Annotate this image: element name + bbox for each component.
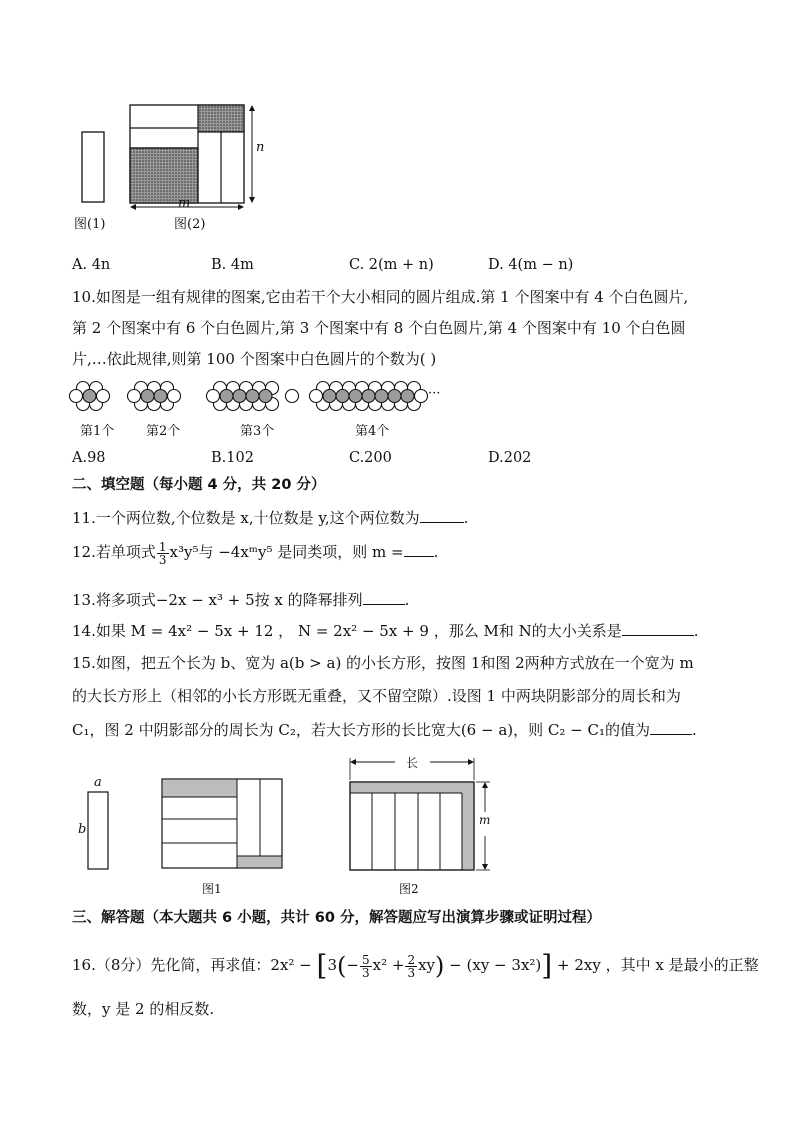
q11-text: 11.一个两位数,个位数是 x,十位数是 y,这个两位数为 bbox=[72, 509, 420, 527]
q15-fig-b-label: b bbox=[78, 822, 87, 837]
q14-answer-blank[interactable] bbox=[622, 619, 694, 636]
q15-line-3 bbox=[72, 718, 697, 741]
q16-sub: − (xy − 3x²) bbox=[449, 956, 542, 974]
section-2-heading: 二、填空题（每小题 4 分，共 20 分） bbox=[72, 477, 326, 493]
q15-figures bbox=[80, 752, 500, 877]
q16-neg: − bbox=[346, 956, 359, 974]
q15-fig2-label: 图2 bbox=[399, 882, 419, 896]
q16-f2-den: 3 bbox=[407, 965, 416, 980]
q11-end: . bbox=[463, 509, 469, 527]
q10-label-4: 第4个 bbox=[355, 424, 390, 439]
q14-text: 14.如果 M = 4x² − 5x + 12 ， N = 2x² − 5x + 9 ，那么 M和 N的大小关系是 bbox=[72, 622, 622, 640]
fig9-n-label: n bbox=[256, 140, 265, 155]
q10-line-1: 10.如图是一组有规律的图案,它由若干个大小相同的圆片组成.第 1 个图案中有 4 个白色圆片, bbox=[72, 288, 689, 306]
q13-end: . bbox=[404, 591, 410, 609]
fig2-shade-left bbox=[130, 148, 198, 203]
fig2-shade-top bbox=[198, 105, 244, 132]
q12-answer-blank[interactable] bbox=[404, 540, 434, 557]
q10-ellipsis: ··· bbox=[428, 386, 441, 401]
q16-pre: 16.（8分）先化简，再求值：2x² − bbox=[72, 956, 312, 974]
q16-term-2: xy bbox=[418, 956, 436, 974]
q15-fig-m-label: m bbox=[479, 813, 491, 827]
q14-end: . bbox=[693, 622, 699, 640]
q16-bracket-close: ] bbox=[541, 949, 553, 982]
fig9-m-label: m bbox=[178, 196, 191, 211]
q16-f1-num: 5 bbox=[361, 952, 370, 967]
fig1-rect bbox=[82, 132, 104, 202]
q15-line-1: 15.如图，把五个长为 b、宽为 a(b > a) 的小长方形，按图 1和图 2两种方式放在一个宽为 m bbox=[72, 654, 694, 672]
q10-label-2: 第2个 bbox=[146, 424, 181, 439]
q11-answer-blank[interactable] bbox=[420, 506, 464, 523]
q13-answer-blank[interactable] bbox=[363, 588, 405, 605]
q16-post: + 2xy ，其中 x 是最小的正整 bbox=[557, 956, 759, 974]
q10-option-c[interactable]: C.200 bbox=[349, 450, 392, 466]
q12-pre: 12.若单项式 bbox=[72, 543, 156, 561]
q15-line-2: 的大长方形上（相邻的小长方形既无重叠，又不留空隙）.设图 1 中两块阴影部分的周长和为 bbox=[72, 687, 681, 705]
q16-line-2: 数，y 是 2 的相反数. bbox=[72, 1000, 215, 1018]
q9-option-c[interactable]: C. 2(m + n) bbox=[349, 257, 434, 273]
q16-line-1 bbox=[72, 950, 759, 980]
q11 bbox=[72, 506, 468, 529]
fig9-label-1: 图(1) bbox=[74, 217, 106, 232]
q10-line-2: 第 2 个图案中有 6 个白色圆片,第 3 个图案中有 8 个白色圆片,第 4 个图案中有 10 个白色圆 bbox=[72, 319, 686, 337]
q15-fig-chang-label: 长 bbox=[406, 756, 419, 770]
q13-text: 13.将多项式−2x − x³ + 5按 x 的降幂排列 bbox=[72, 591, 363, 609]
q16-paren-close: ) bbox=[435, 952, 445, 980]
q12-fraction-num: 1 bbox=[158, 539, 167, 554]
q16-fraction-2 bbox=[405, 954, 417, 979]
q15-end: . bbox=[691, 721, 697, 739]
q10-circle-patterns bbox=[70, 378, 450, 414]
q10-label-1: 第1个 bbox=[80, 424, 115, 439]
q16-paren-open: ( bbox=[337, 952, 347, 980]
q15-answer-blank[interactable] bbox=[650, 718, 692, 735]
q10-option-a[interactable]: A.98 bbox=[72, 450, 106, 466]
section-3-heading: 三、解答题（本大题共 6 小题，共计 60 分，解答题应写出演算步骤或证明过程） bbox=[72, 910, 601, 926]
fig9-label-2: 图(2) bbox=[174, 217, 206, 232]
q16-fraction-1 bbox=[360, 954, 372, 979]
q15-fig1-label: 图1 bbox=[202, 882, 222, 896]
q15-fig-a-label: a bbox=[94, 775, 102, 790]
q10-label-3: 第3个 bbox=[240, 424, 275, 439]
q12-mid: x³y⁵与 −4xᵐy⁵ 是同类项，则 m = bbox=[169, 543, 404, 561]
q12-fraction-den: 3 bbox=[158, 552, 167, 567]
q10-option-d[interactable]: D.202 bbox=[488, 450, 532, 466]
q9-figure bbox=[70, 100, 270, 230]
q12-fraction bbox=[157, 541, 169, 566]
q16-f1-den: 3 bbox=[361, 965, 370, 980]
q12-end: . bbox=[433, 543, 439, 561]
q9-option-a[interactable]: A. 4n bbox=[72, 257, 111, 273]
q16-f2-num: 2 bbox=[407, 952, 416, 967]
q9-option-d[interactable]: D. 4(m − n) bbox=[488, 257, 574, 273]
q12 bbox=[72, 540, 438, 566]
q14 bbox=[72, 619, 699, 642]
q10-option-b[interactable]: B.102 bbox=[211, 450, 254, 466]
q9-option-b[interactable]: B. 4m bbox=[211, 257, 254, 273]
q13 bbox=[72, 588, 409, 611]
q16-inner-3: 3 bbox=[327, 956, 338, 974]
q10-line-3: 片,…依此规律,则第 100 个图案中白色圆片的个数为( ) bbox=[72, 350, 437, 368]
q16-term-1: x² + bbox=[372, 956, 405, 974]
q16-bracket-open: [ bbox=[316, 949, 328, 982]
q15-line-3-text: C₁，图 2 中阴影部分的周长为 C₂，若大长方形的长比宽大(6 − a)，则 C₂ − C₁的值为 bbox=[72, 721, 650, 739]
